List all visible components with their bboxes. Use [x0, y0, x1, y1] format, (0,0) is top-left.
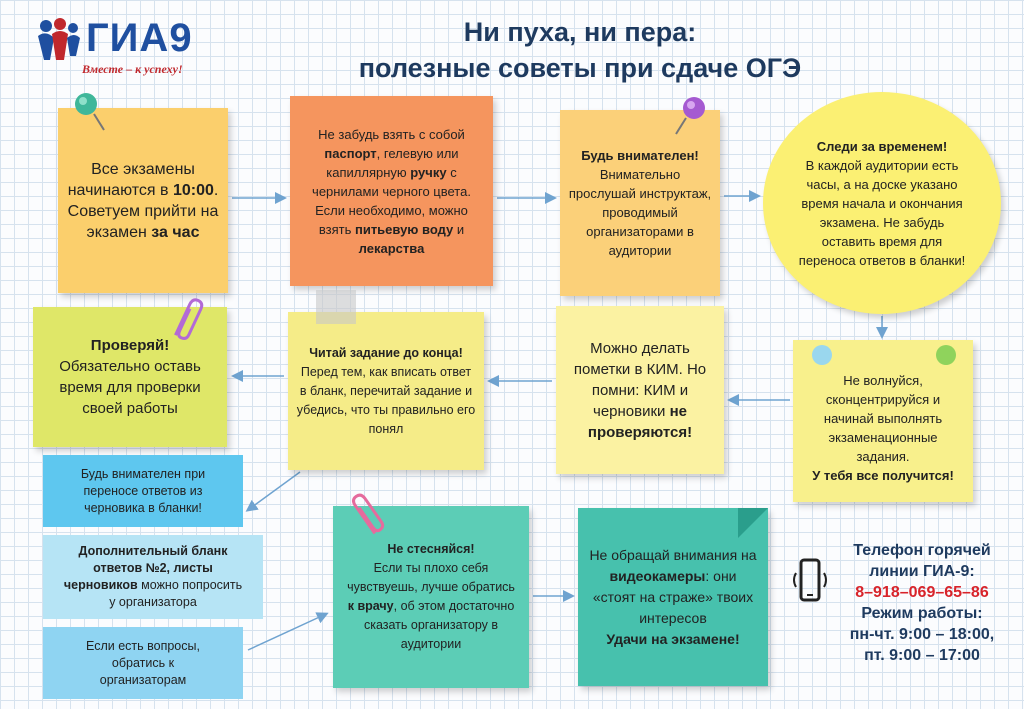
note-dont-be-shy: [333, 506, 529, 688]
title-line-1: Ни пуха, ни пера:: [463, 17, 697, 47]
pin-icon: [933, 342, 959, 368]
hotline-hours-friday: пт. 9:00 – 17:00: [864, 647, 980, 664]
note-text: Все экзамены начинаются в 10:00. Советуем прийти на экзамен за час: [67, 160, 219, 241]
pin-icon: [70, 90, 110, 134]
ribbon-text: Будь внимателен при переносе ответов из черновика в бланки!: [80, 466, 206, 515]
arrow-icon: [248, 472, 300, 510]
pin-icon: [670, 94, 710, 138]
ribbon-transfer-answers: [43, 455, 243, 527]
note-start-time: [58, 108, 228, 293]
note-text: Не волнуйся, сконцентрируйся и начинай выполнять экзаменационные задания. У тебя все получится!: [812, 373, 954, 483]
hotline-hours-title: Режим работы:: [861, 605, 983, 622]
logo-name: ГИА9: [86, 16, 193, 60]
tape-icon: [316, 290, 356, 324]
note-text: Следи за временем! В каждой аудитории есть часы, а на доске указано время начала и окончания экзамена. Не забудь оставить время для переноса ответов в бланки!: [798, 138, 966, 268]
note-kim-marks: [556, 306, 724, 474]
note-watch-time: [763, 92, 1001, 314]
ribbon-text: Если есть вопросы, обратись к организаторам: [86, 638, 200, 687]
hotline-title: Телефон горячей линии ГИА-9:: [853, 542, 991, 580]
note-read-task: [288, 312, 484, 470]
pin-icon: [809, 342, 835, 368]
arrow-icon: [248, 614, 326, 650]
note-text: Будь внимателен! Внимательно прослушай инструктаж, проводимый организаторами в аудитории: [568, 148, 712, 258]
phone-icon: [790, 557, 830, 605]
note-text: Не забудь взять с собой паспорт, гелевую или капиллярную ручку с чернилами черного цвета. Если необходимо, можно взять питьевую воду и лекарства: [312, 126, 471, 256]
note-text: Не стесняйся! Если ты плохо себя чувствуешь, лучше обратись к врачу, об этом достаточно сказать организатору в аудитории: [347, 542, 515, 651]
title-line-2: полезные советы при сдаче ОГЭ: [358, 53, 802, 83]
note-text: Читай задание до конца! Перед тем, как вписать ответ в бланк, перечитай задание и убедись, что ты правильно его понял: [296, 345, 476, 436]
note-documents: [290, 96, 493, 286]
hotline-hours-weekdays: пн-чт. 9:00 – 18:00,: [849, 626, 995, 643]
note-check-work: [33, 307, 227, 447]
note-cameras: [578, 508, 768, 686]
note-be-attentive: [560, 110, 720, 296]
hotline-phone: 8–918–069–65–86: [855, 584, 989, 601]
note-dont-worry: [793, 340, 973, 502]
note-text: Не обращай внимания на видеокамеры: они «стоят на страже» твоих интересов Удачи на экзамене!: [589, 546, 757, 647]
ribbon-questions: [43, 627, 243, 699]
folded-corner: [738, 508, 768, 538]
note-text: Можно делать пометки в КИМ. Но помни: КИМ и черновики не проверяются!: [573, 339, 707, 441]
logo-slogan: Вместе – к успеху!: [82, 62, 183, 76]
ribbon-text: Дополнительный бланк ответов №2, листы черновиков можно попросить у организатора: [63, 544, 243, 609]
note-text: Проверяй! Обязательно оставь время для проверки своей работы: [59, 337, 201, 417]
ribbon-extra-forms: [43, 535, 263, 619]
hotline-block: [832, 540, 1012, 666]
